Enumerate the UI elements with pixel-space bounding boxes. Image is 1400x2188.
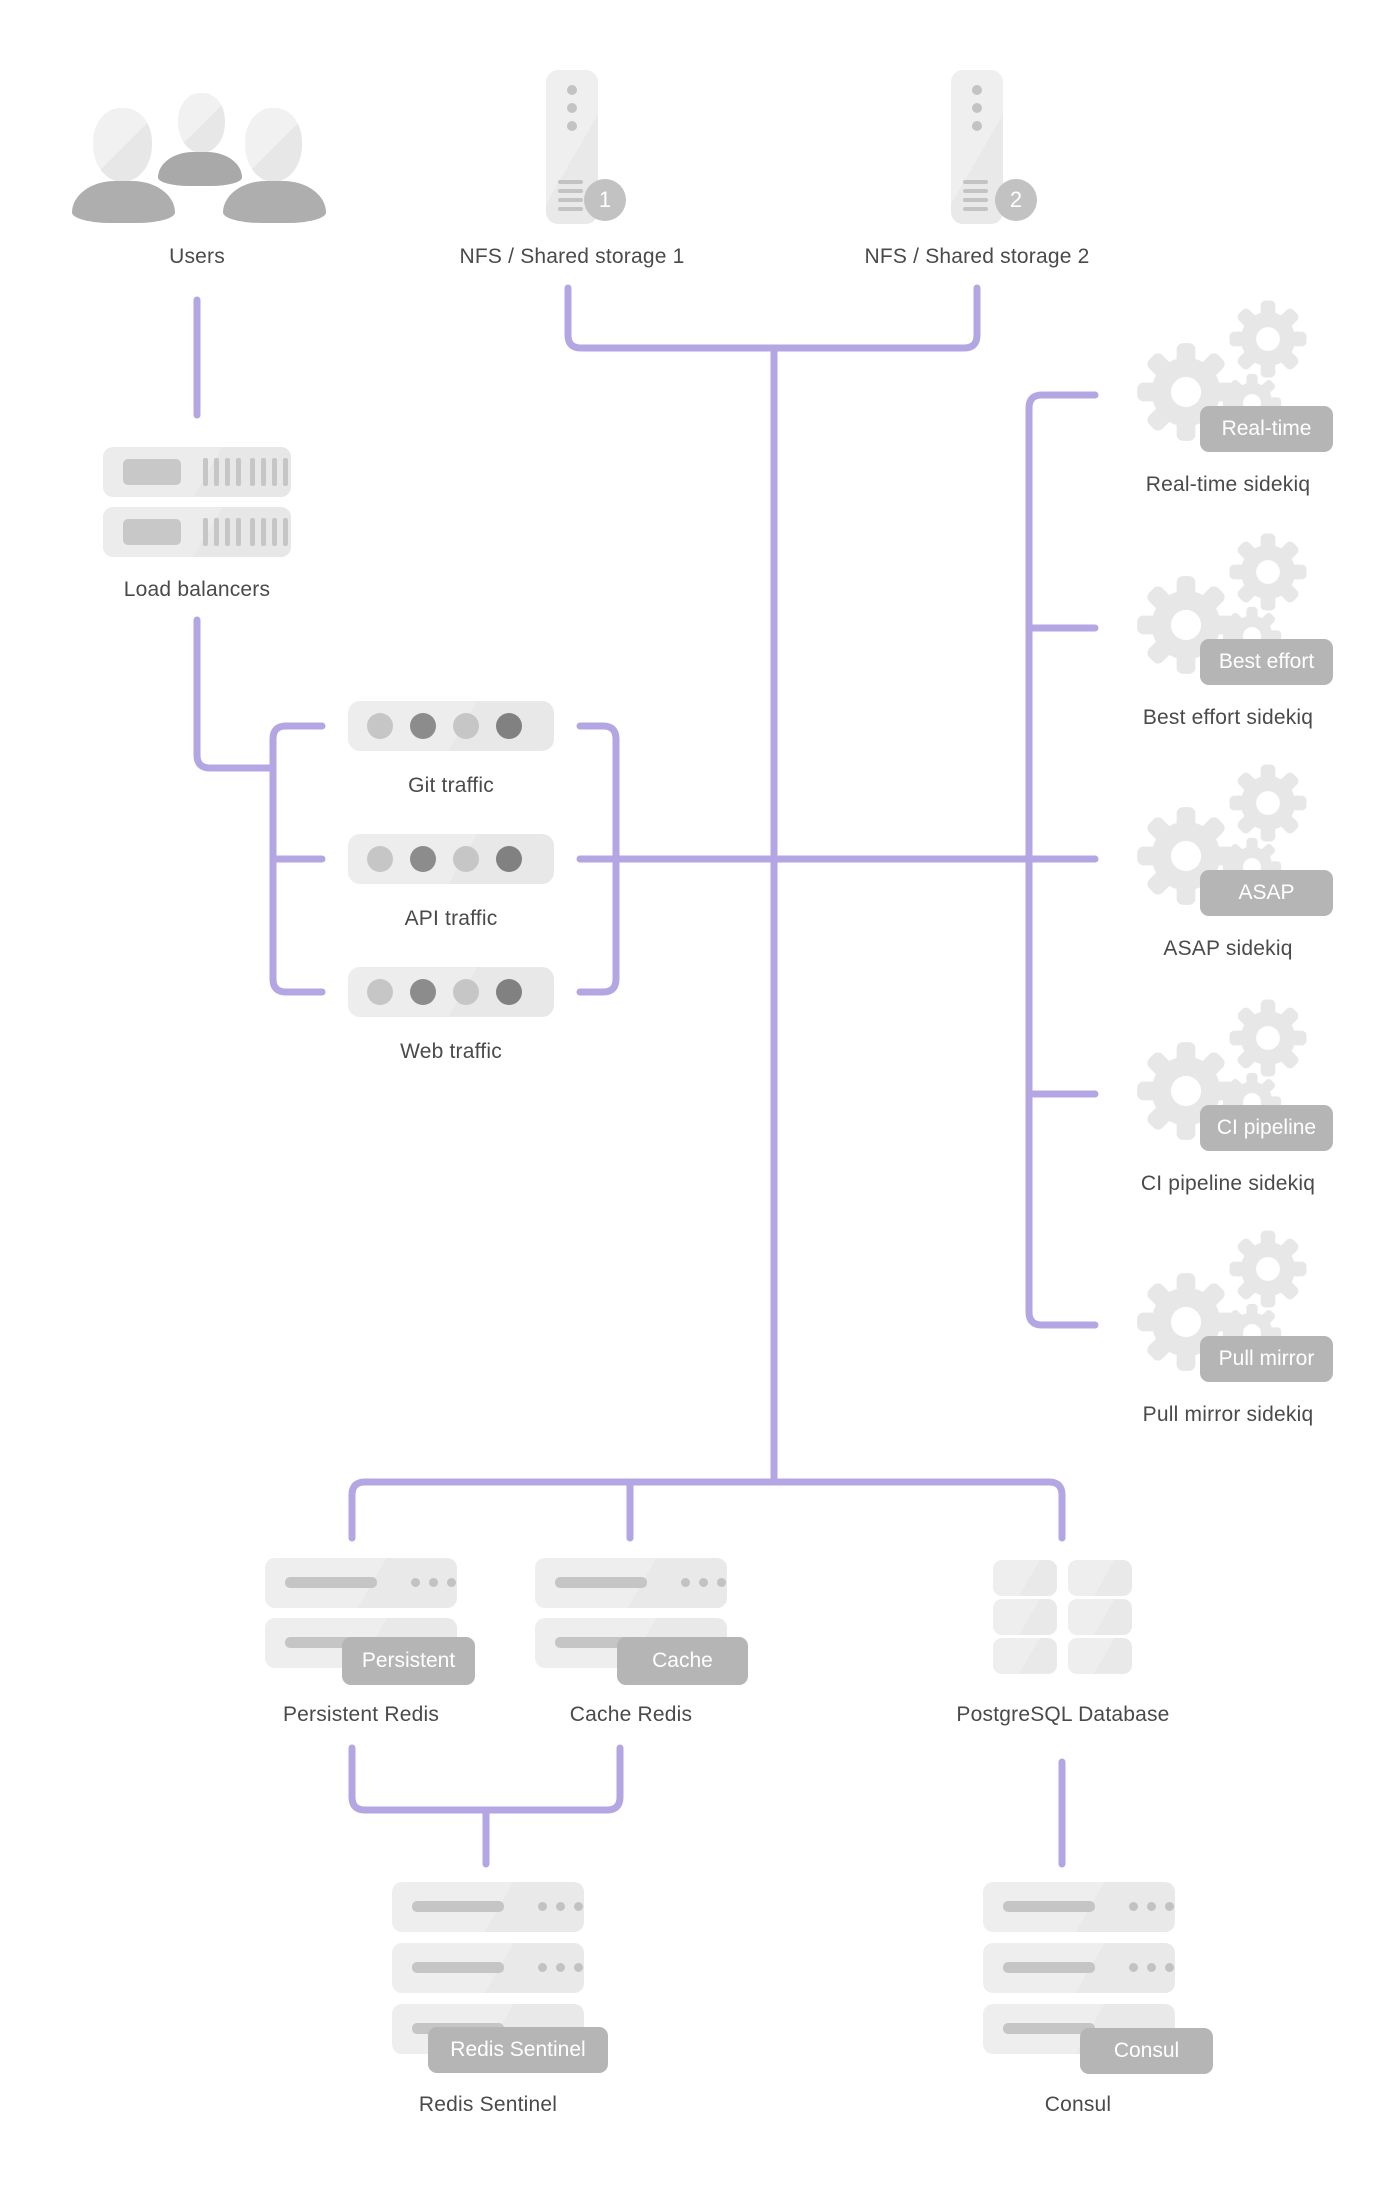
- user-shoulders-icon: [72, 181, 175, 223]
- user-head-icon: [178, 93, 225, 153]
- gear-icon: [1227, 1228, 1309, 1310]
- nfs-2-number-badge: 2: [995, 179, 1037, 221]
- api-traffic-icon: [348, 834, 554, 884]
- redis-sentinel-badge: Redis Sentinel: [428, 2027, 608, 2073]
- nfs-storage-2-label: NFS / Shared storage 2: [864, 245, 1090, 268]
- postgresql-label: PostgreSQL Database: [956, 1703, 1170, 1726]
- persistent-redis-label: Persistent Redis: [282, 1703, 440, 1726]
- users-label: Users: [169, 245, 225, 268]
- nfs-storage-1-label: NFS / Shared storage 1: [459, 245, 685, 268]
- web-traffic-label: Web traffic: [400, 1040, 502, 1063]
- api-traffic-label: API traffic: [404, 907, 498, 930]
- cache-badge: Cache: [617, 1637, 748, 1685]
- pull-mirror-sidekiq-label: Pull mirror sidekiq: [1142, 1403, 1314, 1426]
- gear-icon: [1227, 762, 1309, 844]
- gear-icon: [1227, 298, 1309, 380]
- cache-redis-label: Cache Redis: [569, 1703, 693, 1726]
- persistent-badge: Persistent: [342, 1637, 475, 1685]
- ci-pipeline-badge: CI pipeline: [1200, 1105, 1333, 1151]
- connector-nfs-bracket: [568, 288, 977, 348]
- user-shoulders-icon: [158, 152, 242, 186]
- git-traffic-label: Git traffic: [408, 774, 494, 797]
- realtime-sidekiq-label: Real-time sidekiq: [1145, 473, 1311, 496]
- gear-icon: [1227, 997, 1309, 1079]
- connector-lb-to-bracket: [197, 620, 273, 768]
- asap-badge: ASAP: [1200, 870, 1333, 916]
- asap-sidekiq-label: ASAP sidekiq: [1163, 937, 1293, 960]
- connector-sentinel-bracket: [352, 1748, 620, 1810]
- ci-pipeline-sidekiq-label: CI pipeline sidekiq: [1140, 1172, 1316, 1195]
- web-traffic-icon: [348, 967, 554, 1017]
- consul-label: Consul: [1044, 2093, 1112, 2116]
- best-effort-sidekiq-label: Best effort sidekiq: [1142, 706, 1314, 729]
- connector-bottom-bracket: [352, 1482, 1062, 1538]
- gear-icon: [1227, 531, 1309, 613]
- realtime-badge: Real-time: [1200, 406, 1333, 452]
- pull-mirror-badge: Pull mirror: [1200, 1336, 1333, 1382]
- load-balancers-label: Load balancers: [123, 578, 271, 601]
- user-head-icon: [93, 108, 152, 182]
- user-head-icon: [245, 108, 302, 182]
- git-traffic-icon: [348, 701, 554, 751]
- consul-badge: Consul: [1080, 2028, 1213, 2074]
- best-effort-badge: Best effort: [1200, 639, 1333, 685]
- user-shoulders-icon: [223, 181, 326, 223]
- redis-sentinel-label: Redis Sentinel: [418, 2093, 558, 2116]
- nfs-1-number-badge: 1: [584, 179, 626, 221]
